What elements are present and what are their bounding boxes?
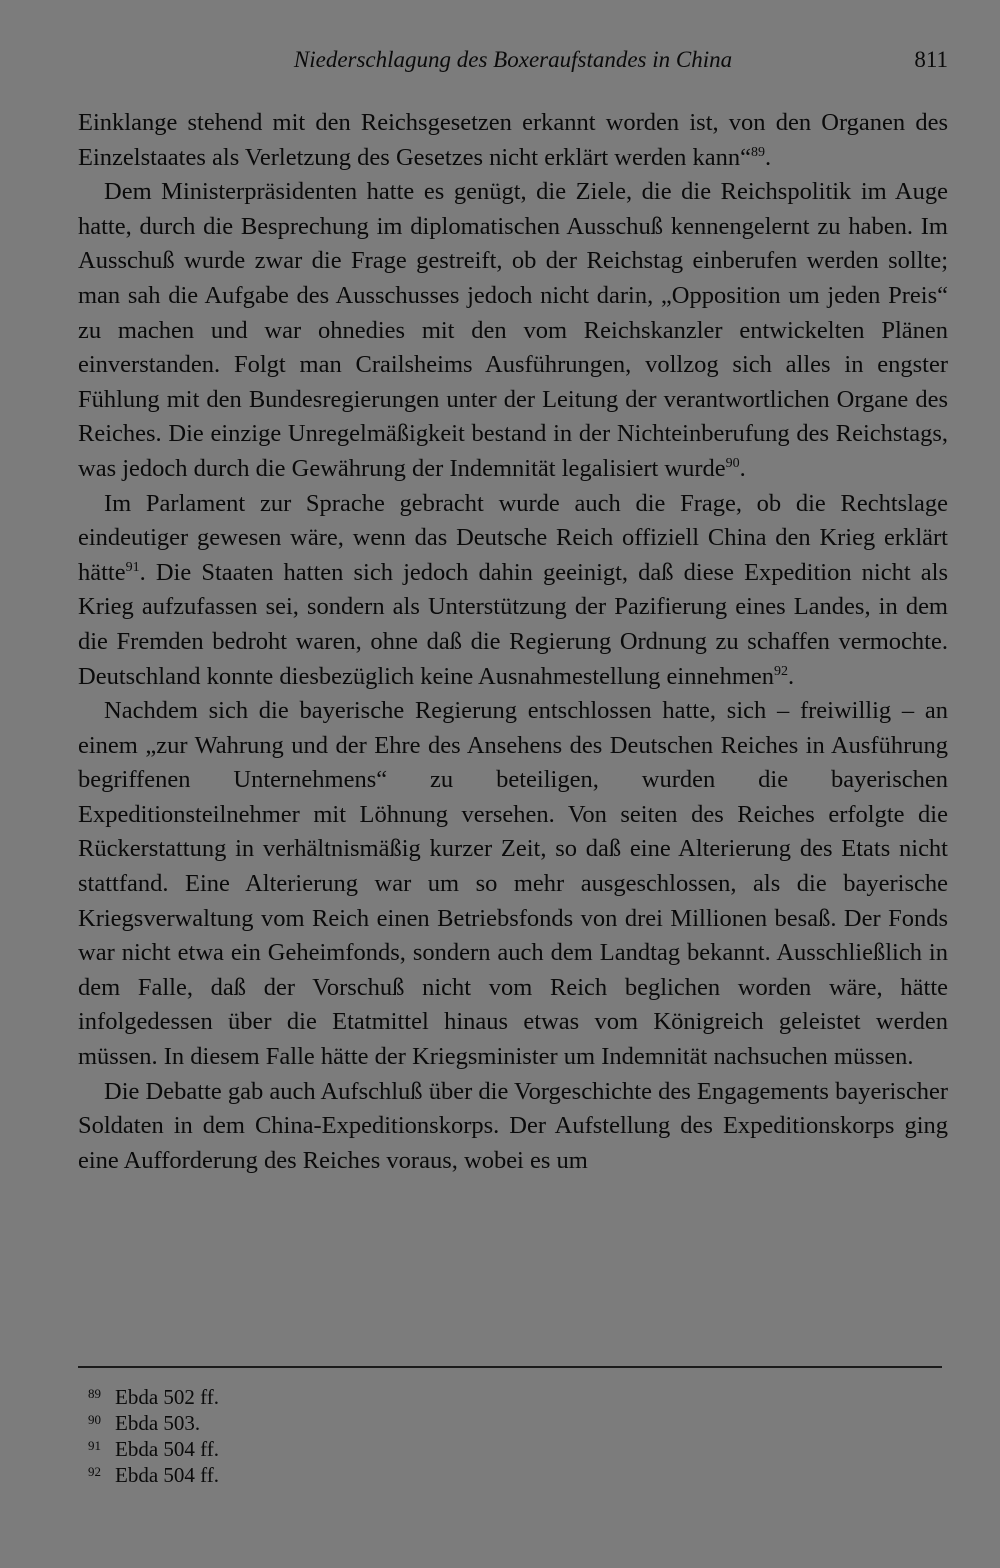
footnote-divider: [78, 1366, 942, 1368]
footnote-text: Ebda 504 ff.: [115, 1437, 220, 1461]
footnote-number: 90: [88, 1412, 101, 1427]
footnote-marker: 89: [751, 144, 766, 160]
paragraph: [78, 175, 948, 486]
paragraph-text: .: [765, 143, 772, 171]
body-text: [78, 106, 948, 1178]
page-header: [78, 44, 948, 76]
paragraph-text: Nachdem sich die bayerische Regierung entschlossen hatte, sich – freiwillig – an einem „zur Wahrung und der Ehre des Ansehens des Deutschen Reiches in Ausführung begriffenen Unternehmens“ zu beteiligen, wurden die bayerischen Expeditionsteilnehmer mit Löhnung versehen. Von seiten des Reiches erfolgte die Rückerstattung in verhältnismäßig kurzer Zeit, so daß eine Alterierung des Etats nicht stattfand. Eine Alterierung war um so mehr ausgeschlossen, als die bayerische Kriegsverwaltung vom Reich einen Betriebsfonds von drei Millionen besaß. Der Fonds war nicht etwa ein Geheimfonds, sondern auch dem Landtag bekannt. Ausschließlich in dem Falle, daß der Vorschuß nicht vom Reich beglichen worden wäre, hätte infolgedessen über die Etatmittel hinaus etwas vom Königreich geleistet werden müssen. In diesem Falle hätte der Kriegsminister um Indemnität nachsuchen müssen.: [78, 697, 948, 1071]
paragraph: [78, 694, 948, 1075]
paragraph-text: .: [739, 454, 746, 482]
footnote: [88, 1462, 688, 1488]
paragraph: [78, 1075, 948, 1179]
footnote-number: 89: [88, 1386, 101, 1401]
footnotes: [88, 1384, 688, 1488]
paragraph-text: Im Parlament zur Sprache gebracht wurde auch die Frage, ob die Rechtslage eindeutiger gewesen wäre, wenn das Deutsche Reich offiziell China den Krieg erklärt hätte: [78, 489, 948, 586]
paragraph-text: Dem Ministerpräsidenten hatte es genügt, die Ziele, die die Reichspolitik im Auge hatte, durch die Besprechung im diplomatischen Ausschuß kennengelernt zu haben. Im Ausschuß wurde zwar die Frage gestreift, ob der Reichstag einberufen werden sollte; man sah die Aufgabe des Ausschusses jedoch nicht darin, „Opposition um jeden Preis“ zu machen und war ohnedies mit den vom Reichskanzler entwickelten Plänen einverstanden. Folgt man Crailsheims Ausführungen, vollzog sich alles in engster Fühlung mit den Bundesregierungen unter der Leitung der verantwortlichen Organe des Reiches. Die einzige Unregelmäßigkeit bestand in der Nichteinberufung des Reichstags, was jedoch durch die Gewährung der Indemnität legalisiert wurde: [78, 178, 948, 482]
footnote-marker: 91: [125, 559, 140, 575]
footnote: [88, 1410, 688, 1436]
paragraph: [78, 487, 948, 695]
page-number: 811: [914, 47, 948, 72]
footnote-marker: 90: [725, 455, 740, 471]
paragraph-text: . Die Staaten hatten sich jedoch dahin geeinigt, daß diese Expedition nicht als Krieg aufzufassen sei, sondern als Unterstützung der Pazifierung eines Landes, in dem die Fremden bedroht waren, ohne daß die Regierung Ordnung zu schaffen vermochte. Deutschland konnte diesbezüglich keine Ausnahmestellung einnehmen: [78, 558, 948, 690]
footnote-text: Ebda 503.: [115, 1411, 201, 1435]
running-title: Niederschlagung des Boxeraufstandes in China: [293, 47, 733, 72]
paragraph-text: Die Debatte gab auch Aufschluß über die Vorgeschichte des Engagements bayerischer Soldaten in dem China-Expeditionskorps. Der Aufstellung des Expeditionskorps ging eine Aufforderung des Reiches voraus, wobei es um: [78, 1077, 948, 1174]
paragraph-text: Einklange stehend mit den Reichsgesetzen erkannt worden ist, von den Organen des Einzelstaates als Verletzung des Gesetzes nicht erklärt werden kann“: [78, 109, 948, 171]
footnote-text: Ebda 504 ff.: [115, 1463, 220, 1487]
footnote-number: 92: [88, 1464, 101, 1479]
paragraph: [78, 106, 948, 175]
footnote: [88, 1384, 688, 1410]
footnote-marker: 92: [774, 663, 789, 679]
footnote-text: Ebda 502 ff.: [115, 1385, 220, 1409]
footnote: [88, 1436, 688, 1462]
paragraph-text: .: [788, 662, 795, 690]
footnote-number: 91: [88, 1438, 101, 1453]
